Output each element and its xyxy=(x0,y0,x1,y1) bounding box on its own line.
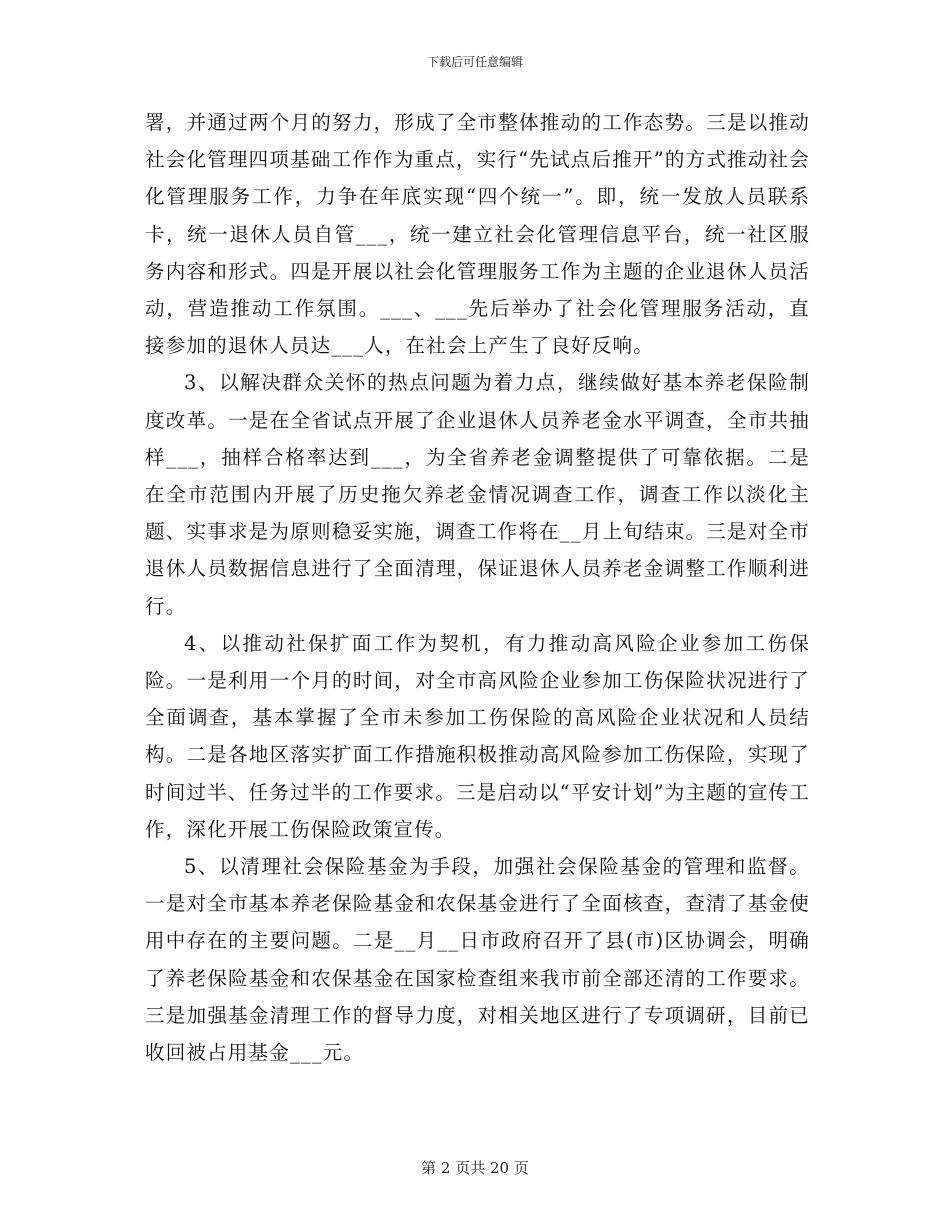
paragraph-item-3: 3、以解决群众关怀的热点问题为着力点，继续做好基本养老保险制度改革。一是在全省试点开展了企业退休人员养老金水平调查，全市共抽样___，抽样合格率达到___，为全省养老金调整提供了可靠依据。二是在全市范围内开展了历史拖欠养老金情况调查工作，调查工作以淡化主题、实事求是为原则稳妥实施，调查工作将在__月上旬结束。三是对全市退休人员数据信息进行了全面清理，保证退休人员养老金调整工作顺利进行。 xyxy=(145,371,810,618)
paragraph-item-5: 5、以清理社会保险基金为手段，加强社会保险基金的管理和监督。一是对全市基本养老保险基金和农保基金进行了全面核查，查清了基金使用中存在的主要问题。二是__月__日市政府召开了县(市)区协调会，明确了养老保险基金和农保基金在国家检查组来我市前全部还清的工作要求。三是加强基金清理工作的督导力度，对相关地区进行了专项调研，目前已收回被占用基金___元。 xyxy=(145,855,810,1065)
page-header: 下载后可任意编辑 xyxy=(426,55,523,69)
document-body xyxy=(145,104,810,1071)
page-footer: 第 2 页共 20 页 xyxy=(421,1159,529,1177)
paragraph-continued: 署，并通过两个月的努力，形成了全市整体推动的工作态势。三是以推动社会化管理四项基础工作作为重点，实行“先试点后推开”的方式推动社会化管理服务工作，力争在年底实现“四个统一”。即，统一发放人员联系卡，统一退休人员自管___，统一建立社会化管理信息平台，统一社区服务内容和形式。四是开展以社会化管理服务工作为主题的企业退休人员活动，营造推动工作氛围。___、___先后举办了社会化管理服务活动，直接参加的退休人员达___人，在社会上产生了良好反响。 xyxy=(145,111,810,358)
paragraph-item-4: 4、以推动社保扩面工作为契机，有力推动高风险企业参加工伤保险。一是利用一个月的时间，对全市高风险企业参加工伤保险状况进行了全面调查，基本掌握了全市未参加工伤保险的高风险企业状况和人员结构。二是各地区落实扩面工作措施积极推动高风险参加工伤保险，实现了时间过半、任务过半的工作要求。三是启动以“平安计划”为主题的宣传工作，深化开展工伤保险政策宣传。 xyxy=(145,631,810,841)
